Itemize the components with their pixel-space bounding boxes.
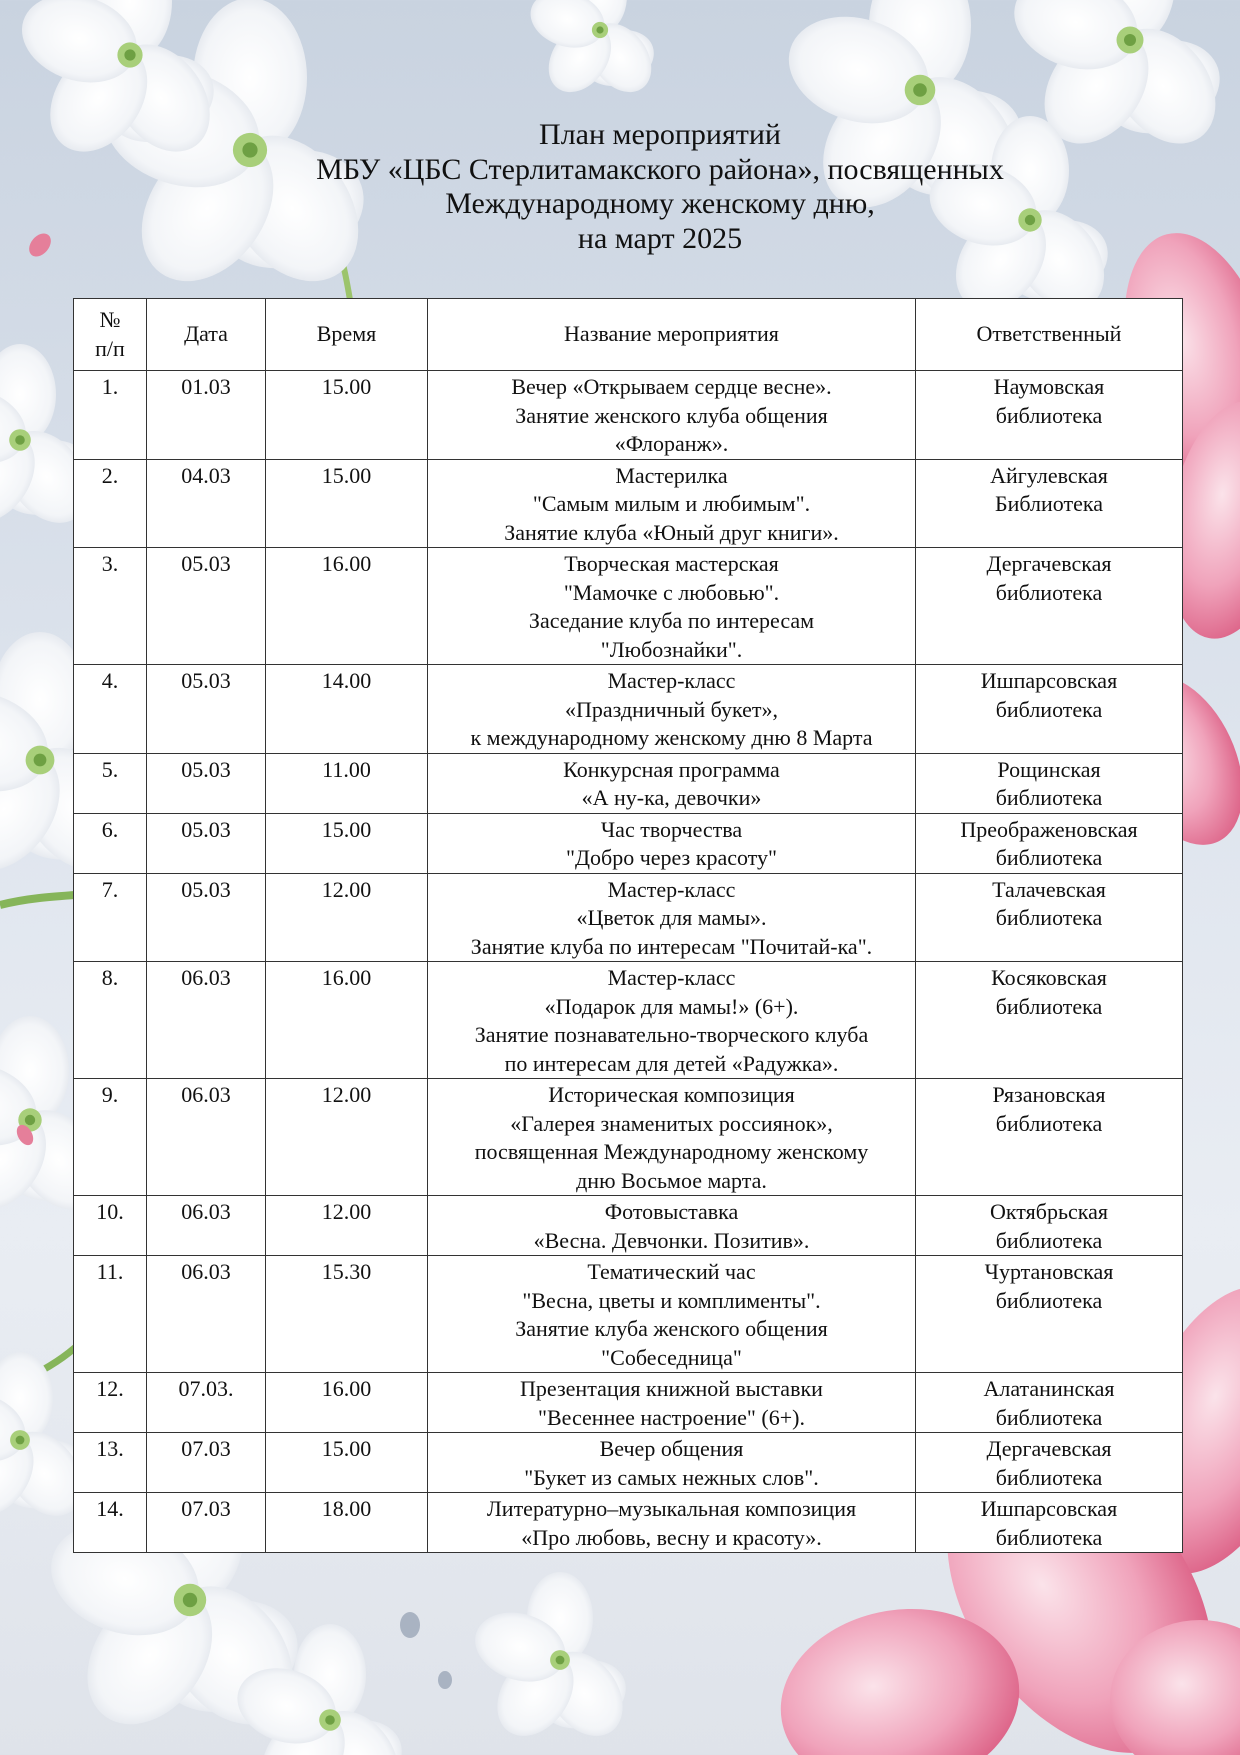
row-number: 13. [74, 1433, 147, 1493]
row-number: 12. [74, 1373, 147, 1433]
responsible-line: Ишпарсовская [980, 668, 1118, 693]
event-name-line: "Весеннее настроение" (6+). [538, 1404, 805, 1430]
event-name-line: Мастер-класс [607, 965, 736, 990]
event-name-line: Историческая композиция [548, 1082, 795, 1107]
row-event-name [428, 1493, 916, 1553]
event-name-line: «Весна. Девчонки. Позитив». [533, 1227, 810, 1253]
row-event-name [428, 873, 916, 962]
table-row [74, 962, 1183, 1079]
row-responsible [916, 1256, 1183, 1373]
events-table [73, 298, 1183, 1553]
table-row [74, 1373, 1183, 1433]
row-event-name [428, 1079, 916, 1196]
responsible-line: библиотека [995, 402, 1103, 428]
table-row [74, 1493, 1183, 1553]
table-row [74, 1433, 1183, 1493]
row-event-name [428, 753, 916, 813]
row-date: 05.03 [147, 813, 266, 873]
row-date: 07.03 [147, 1433, 266, 1493]
row-time: 14.00 [266, 665, 428, 754]
row-time: 16.00 [266, 1373, 428, 1433]
row-event-name [428, 371, 916, 460]
event-name-line: по интересам для детей «Радужка». [504, 1050, 839, 1076]
responsible-line: библиотека [995, 1227, 1103, 1253]
row-date: 06.03 [147, 1196, 266, 1256]
row-responsible [916, 1196, 1183, 1256]
table-body [74, 371, 1183, 1553]
document-title [60, 118, 1240, 256]
row-date: 06.03 [147, 962, 266, 1079]
table-row [74, 1256, 1183, 1373]
event-name-line: «Флоранж». [614, 431, 729, 456]
row-time: 15.00 [266, 459, 428, 548]
row-number: 14. [74, 1493, 147, 1553]
responsible-line: Рязановская [992, 1082, 1106, 1107]
row-event-name [428, 548, 916, 665]
responsible-line: библиотека [995, 1524, 1103, 1550]
row-number: 9. [74, 1079, 147, 1196]
table-row [74, 665, 1183, 754]
event-name-line: к международному женскому дню 8 Марта [470, 725, 873, 750]
table-row [74, 1079, 1183, 1196]
row-date: 06.03 [147, 1256, 266, 1373]
responsible-line: Октябрьская [990, 1199, 1108, 1224]
row-number: 1. [74, 371, 147, 460]
row-responsible [916, 753, 1183, 813]
responsible-line: Алатанинская [983, 1376, 1115, 1401]
header-num: № п/п [74, 299, 147, 371]
row-responsible [916, 1493, 1183, 1553]
row-time: 11.00 [266, 753, 428, 813]
event-name-line: "Любознайки". [600, 636, 743, 662]
row-date: 07.03. [147, 1373, 266, 1433]
row-event-name [428, 813, 916, 873]
row-time: 15.00 [266, 813, 428, 873]
event-name-line: Фотовыставка [604, 1199, 739, 1224]
title-line-4: на март 2025 [577, 221, 743, 255]
event-name-line: Час творчества [600, 816, 743, 842]
row-time: 16.00 [266, 962, 428, 1079]
row-date: 05.03 [147, 548, 266, 665]
row-responsible [916, 459, 1183, 548]
responsible-line: библиотека [995, 1404, 1103, 1430]
row-event-name [428, 1256, 916, 1373]
table-row [74, 548, 1183, 665]
row-responsible [916, 371, 1183, 460]
table-row [74, 813, 1183, 873]
row-date: 06.03 [147, 1079, 266, 1196]
row-date: 07.03 [147, 1493, 266, 1553]
event-name-line: Конкурсная программа [563, 756, 780, 782]
header-responsible: Ответственный [916, 299, 1183, 371]
row-responsible [916, 1433, 1183, 1493]
responsible-line: Айгулевская [990, 462, 1108, 488]
responsible-line: Талачевская [992, 876, 1106, 902]
responsible-line: Дергачевская [986, 1436, 1112, 1461]
responsible-line: Преображеновская [960, 816, 1138, 842]
event-name-line: «Подарок для мамы!» (6+). [544, 993, 799, 1019]
event-name-line: "Собеседница" [601, 1344, 742, 1370]
title-line-1: План мероприятий [539, 118, 781, 151]
header-date: Дата [147, 299, 266, 371]
event-name-line: «Галерея знаменитых россиянок», [510, 1110, 833, 1136]
responsible-line: библиотека [995, 1464, 1103, 1490]
row-event-name [428, 962, 916, 1079]
row-time: 15.00 [266, 371, 428, 460]
row-time: 12.00 [266, 1196, 428, 1256]
row-event-name [428, 1196, 916, 1256]
responsible-line: Наумовская [993, 374, 1105, 399]
event-name-line: «А ну-ка, девочки» [581, 785, 762, 810]
row-time: 16.00 [266, 548, 428, 665]
row-time: 12.00 [266, 1079, 428, 1196]
row-date: 04.03 [147, 459, 266, 548]
table-row [74, 873, 1183, 962]
event-name-line: «Про любовь, весну и красоту». [521, 1524, 822, 1550]
row-number: 4. [74, 665, 147, 754]
event-name-line: Творческая мастерская [564, 551, 779, 576]
row-date: 05.03 [147, 665, 266, 754]
event-name-line: Вечер «Открываем сердце весне». [511, 374, 832, 399]
event-name-line: Занятие клуба «Юный друг книги». [504, 519, 839, 545]
event-name-line: Литературно–музыкальная композиция [486, 1496, 857, 1521]
header-time: Время [266, 299, 428, 371]
event-name-line: дню Восьмое марта. [576, 1167, 767, 1193]
responsible-line: библиотека [995, 1287, 1103, 1313]
title-line-2: МБУ «ЦБС Стерлитамакского района», посвященных [316, 152, 1004, 186]
row-number: 6. [74, 813, 147, 873]
event-name-line: Заседание клуба по интересам [528, 608, 815, 633]
title-line-3: Международному женскому дню, [445, 187, 875, 220]
event-name-line: посвященная Международному женскому [474, 1139, 869, 1164]
responsible-line: Чуртановская [984, 1259, 1114, 1284]
event-name-line: Занятие клуба по интересам "Почитай-ка". [470, 933, 873, 959]
row-number: 2. [74, 459, 147, 548]
responsible-line: библиотека [995, 696, 1103, 722]
row-time: 12.00 [266, 873, 428, 962]
row-time: 15.30 [266, 1256, 428, 1373]
row-responsible [916, 1373, 1183, 1433]
row-time: 15.00 [266, 1433, 428, 1493]
responsible-line: библиотека [995, 579, 1103, 605]
row-responsible [916, 1079, 1183, 1196]
event-name-line: Вечер общения [599, 1436, 744, 1461]
row-date: 05.03 [147, 873, 266, 962]
row-number: 3. [74, 548, 147, 665]
row-responsible [916, 665, 1183, 754]
event-name-line: Мастерилка [615, 462, 728, 488]
row-responsible [916, 962, 1183, 1079]
responsible-line: библиотека [995, 785, 1103, 810]
event-name-line: «Цветок для мамы». [576, 905, 767, 930]
table-header-row [74, 299, 1183, 371]
row-number: 8. [74, 962, 147, 1079]
row-event-name [428, 1433, 916, 1493]
row-responsible [916, 873, 1183, 962]
event-name-line: Мастер-класс [607, 876, 736, 902]
row-event-name [428, 459, 916, 548]
event-name-line: "Букет из самых нежных слов". [524, 1464, 819, 1490]
responsible-line: библиотека [995, 845, 1103, 870]
event-name-line: "Самым милым и любимым". [532, 491, 811, 516]
row-date: 01.03 [147, 371, 266, 460]
responsible-line: Косяковская [991, 965, 1107, 990]
table-row [74, 459, 1183, 548]
row-event-name [428, 665, 916, 754]
responsible-line: библиотека [995, 993, 1103, 1019]
table-row [74, 371, 1183, 460]
event-name-line: Тематический час [587, 1259, 756, 1284]
event-name-line: Мастер-класс [607, 668, 736, 693]
row-responsible [916, 813, 1183, 873]
responsible-line: Ишпарсовская [980, 1496, 1118, 1521]
responsible-line: библиотека [995, 1110, 1103, 1136]
header-name: Название мероприятия [428, 299, 916, 371]
event-name-line: "Мамочке с любовью". [563, 579, 780, 605]
row-date: 05.03 [147, 753, 266, 813]
row-number: 11. [74, 1256, 147, 1373]
event-name-line: "Добро через красоту" [566, 845, 777, 870]
row-number: 5. [74, 753, 147, 813]
responsible-line: библиотека [995, 905, 1103, 930]
table-row [74, 753, 1183, 813]
event-name-line: «Праздничный букет», [565, 696, 778, 722]
event-name-line: Занятие женского клуба общения [515, 402, 828, 428]
event-name-line: "Весна, цветы и комплименты". [522, 1287, 821, 1313]
event-name-line: Презентация книжной выставки [520, 1376, 823, 1401]
responsible-line: Библиотека [994, 491, 1103, 516]
row-number: 7. [74, 873, 147, 962]
row-responsible [916, 548, 1183, 665]
responsible-line: Рощинская [997, 756, 1101, 782]
row-event-name [428, 1373, 916, 1433]
table-row [74, 1196, 1183, 1256]
responsible-line: Дергачевская [986, 551, 1112, 576]
event-name-line: Занятие познавательно-творческого клуба [474, 1022, 869, 1047]
event-name-line: Занятие клуба женского общения [515, 1316, 828, 1341]
row-time: 18.00 [266, 1493, 428, 1553]
row-number: 10. [74, 1196, 147, 1256]
